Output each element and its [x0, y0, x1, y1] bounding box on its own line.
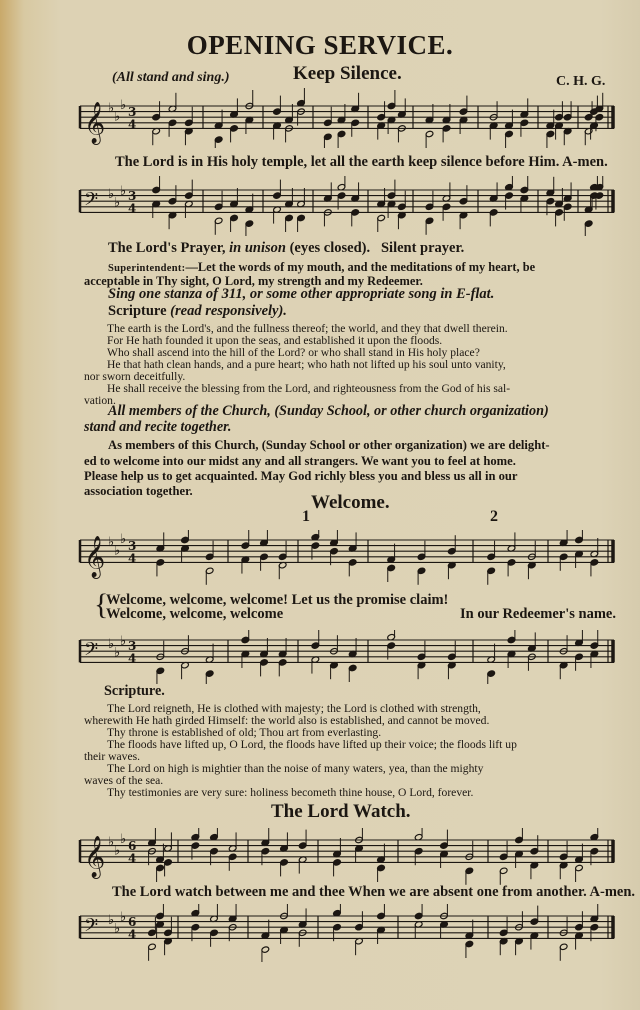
scripture2-line: The floods have lifted up, O Lord, the floods have lifted up their voice; the floods lift up: [107, 738, 517, 751]
silent-prayer: Silent prayer.: [380, 240, 465, 256]
lord-watch-lyric: The Lord watch between me and thee When we are absent one from another. A-men.: [112, 884, 636, 900]
members-line2: stand and recite together.: [84, 419, 232, 435]
superintendent-text1: —Let the words of my mouth, and the meditations of my heart, be: [185, 260, 536, 274]
lord-watch-bass-staff: [78, 904, 618, 962]
bass-clef-icon: 𝄢: [84, 639, 99, 665]
scripture1-line: vation.: [84, 394, 116, 407]
scripture2-line: waves of the sea.: [84, 774, 164, 787]
stand-direction: (All stand and sing.): [112, 70, 230, 85]
time-signature-top: 3: [128, 189, 137, 204]
scripture1-line: For He hath founded it upon the seas, and established it upon the floods.: [107, 334, 443, 347]
scripture1-line: He shall receive the blessing from the Lord, and righteousness from the God of his sal-: [107, 382, 511, 395]
second-ending-number: 2: [490, 508, 498, 525]
treble-clef-icon: 𝄞: [84, 536, 106, 578]
flat-icon: ♭: [120, 634, 127, 650]
flat-icon: ♭: [108, 101, 115, 116]
flat-icon: ♭: [114, 645, 121, 661]
keep-silence-treble-staff: [78, 88, 618, 148]
flat-icon: ♭: [120, 832, 127, 848]
flat-icon: ♭: [114, 921, 121, 937]
scripture2-line: Thy throne is established of old; Thou art from everlasting.: [107, 726, 382, 739]
lyric-brace: {: [94, 588, 109, 621]
flat-icon: ♭: [120, 910, 127, 926]
members-line1: All members of the Church, (Sunday School, or other church organization): [108, 403, 549, 419]
flat-icon: ♭: [108, 835, 115, 850]
superintendent-label: Superintendent:: [108, 263, 186, 274]
lords-prayer-line: [108, 240, 464, 257]
welcome-lyric-line2: Welcome, welcome, welcome: [106, 606, 284, 622]
time-signature-top: 3: [128, 539, 137, 554]
welcome-title: Welcome.: [311, 492, 390, 513]
time-signature-bottom: 4: [128, 551, 137, 566]
sing-instruction: Sing one stanza of 311, or some other appropriate song in E-flat.: [108, 286, 495, 302]
time-signature-bottom: 4: [128, 651, 137, 666]
composer-credit: C. H. G.: [556, 74, 606, 89]
superintendent-line2: acceptable in Thy sight, O Lord, my strength and my Redeemer.: [84, 274, 423, 288]
flat-icon: ♭: [114, 195, 121, 211]
scripture2-line: Thy testimonies are very sure: holiness becometh thine house, O Lord, forever.: [107, 786, 474, 799]
flat-icon: ♭: [108, 535, 115, 550]
time-signature-bottom: 4: [128, 117, 137, 132]
bass-clef-icon: 𝄢: [84, 189, 99, 215]
flat-icon: ♭: [108, 187, 115, 202]
welcome-treble-staff: [78, 530, 618, 590]
welcome-paragraph-line: ed to welcome into our midst any and all strangers. We want you to feel at home.: [84, 454, 516, 468]
lords-prayer-instruction: in unison: [229, 240, 286, 256]
scripture1-line: He that hath clean hands, and a pure heart; who hath not lifted up his soul unto vanity,: [107, 358, 506, 371]
scripture1-label: Scripture: [108, 303, 167, 319]
time-signature-top: 3: [128, 105, 137, 120]
keep-silence-lyric: The Lord is in His holy temple, let all the earth keep silence before Him. A-men.: [115, 154, 608, 170]
welcome-paragraph-line: Please help us to get acquainted. May God richly bless you and bless us all in our: [84, 469, 518, 483]
superintendent-line1: [108, 260, 535, 275]
scripture2-line: The Lord reigneth, He is clothed with majesty; the Lord is clothed with strength,: [107, 702, 481, 715]
scripture2-label: Scripture.: [104, 683, 165, 699]
scripture1-line: Who shall ascend into the hill of the Lord? or who shall stand in His holy place?: [107, 346, 480, 359]
scripture1-line: The earth is the Lord's, and the fullness thereof; the world, and they that dwell therein.: [107, 322, 508, 335]
scripture1-heading: [108, 303, 287, 320]
time-signature-top: 6: [128, 839, 137, 854]
flat-icon: ♭: [120, 98, 127, 114]
time-signature-bottom: 4: [128, 927, 137, 942]
flat-icon: ♭: [120, 532, 127, 548]
flat-icon: ♭: [120, 184, 127, 200]
first-ending-number: 1: [302, 508, 310, 525]
flat-icon: ♭: [108, 913, 115, 928]
flat-icon: ♭: [114, 109, 121, 125]
scripture2-line: their waves.: [84, 750, 141, 763]
scripture2-line: The Lord on high is mightier than the noise of many waters, yea, than the mighty: [107, 762, 484, 775]
scripture1-line: nor sworn deceitfully.: [84, 370, 186, 383]
keep-silence-bass-staff: [78, 176, 618, 236]
welcome-lyric-line1: Welcome, welcome, welcome! Let us the promise claim!: [106, 592, 449, 608]
treble-clef-icon: 𝄞: [84, 836, 106, 878]
treble-clef-icon: 𝄞: [84, 102, 106, 144]
time-signature-top: 3: [128, 639, 137, 654]
page-title: OPENING SERVICE.: [186, 30, 454, 60]
welcome-paragraph-line: As members of this Church, (Sunday School or other organization) we are delight-: [108, 438, 550, 452]
flat-icon: ♭: [108, 637, 115, 652]
scripture1-note: (read responsively).: [170, 303, 287, 319]
lords-prayer-label: The Lord's Prayer,: [108, 240, 226, 256]
welcome-paragraph-line: association together.: [84, 484, 193, 498]
time-signature-bottom: 4: [128, 851, 137, 866]
flat-icon: ♭: [114, 843, 121, 859]
staff-lines: [80, 189, 614, 215]
keep-silence-title: Keep Silence.: [293, 63, 402, 84]
time-signature-top: 6: [128, 915, 137, 930]
time-signature-bottom: 4: [128, 201, 137, 216]
scripture2-line: wherewith He hath girded Himself: the world also is established, and cannot be moved.: [84, 714, 490, 727]
lord-watch-title: The Lord Watch.: [271, 801, 411, 822]
lord-watch-treble-staff: [78, 828, 618, 886]
lords-prayer-note: (eyes closed).: [289, 240, 371, 256]
welcome-bass-staff: [78, 630, 618, 684]
welcome-lyric-line2b: In our Redeemer's name.: [460, 606, 616, 622]
bass-clef-icon: 𝄢: [84, 915, 99, 941]
flat-icon: ♭: [114, 543, 121, 559]
